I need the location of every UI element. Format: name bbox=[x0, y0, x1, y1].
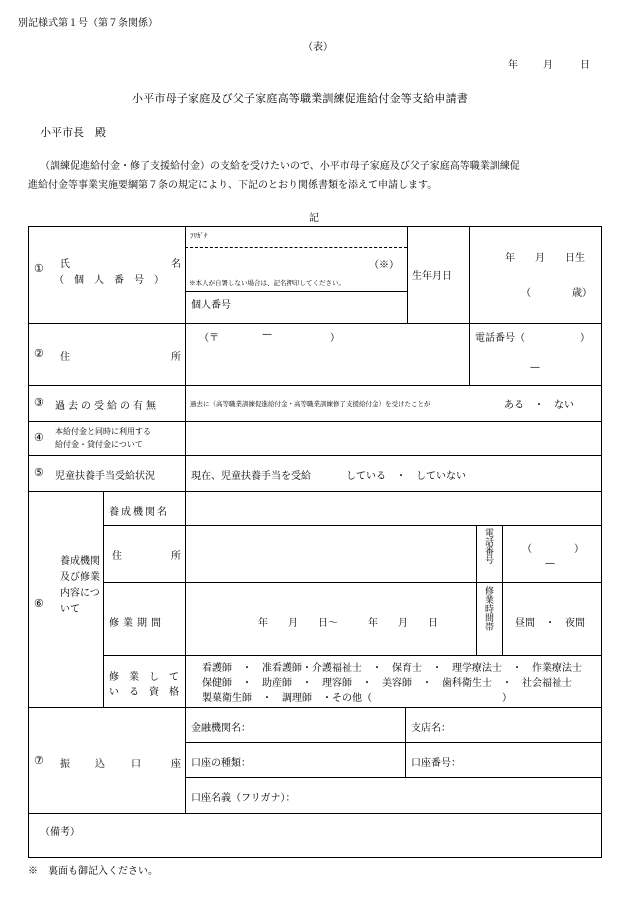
other-benefits-label-2: 給付金・貸付金について bbox=[55, 440, 143, 449]
institution-name-field[interactable] bbox=[190, 495, 595, 521]
name-label-first: 氏 bbox=[60, 259, 70, 270]
institution-phone-label: 電話番号 bbox=[483, 528, 493, 564]
intro-line-1: （訓練促進給付金・修了支援給付金）の支給を受けたいので、小平市母子家庭及び父子家庭高等職業訓練促 bbox=[40, 161, 520, 172]
transfer-account-label-2: 込 bbox=[95, 759, 105, 770]
other-benefits-field[interactable] bbox=[190, 425, 595, 451]
other-benefits-label-1: 本給付金と同時に利用する bbox=[55, 427, 151, 436]
qualification-line-2[interactable]: 保健師 ・ 助産師 ・ 理容師 ・ 美容師 ・ 歯科衛生士 ・ 社会福祉士 bbox=[202, 678, 572, 689]
footer-note: ※ 裏面も御記入ください。 bbox=[28, 866, 158, 877]
date-day: 日 bbox=[580, 60, 590, 71]
child-allowance-choice[interactable]: している ・ していない bbox=[346, 471, 466, 482]
row-number-1: ① bbox=[34, 262, 44, 275]
child-allowance-text: 現在、児童扶養手当を受給 bbox=[191, 471, 311, 482]
signature-note: ※本人が自署しない場合は、記名押印してください。 bbox=[189, 279, 345, 287]
remarks-field[interactable] bbox=[32, 818, 597, 853]
age-open: （ bbox=[521, 288, 531, 299]
institution-address-label-last: 所 bbox=[171, 551, 181, 562]
intro-line-2: 進給付金等事業実施要綱第７条の規定により、下記のとおり関係書類を添えて申請します。 bbox=[28, 180, 438, 191]
institution-phone-close: ） bbox=[574, 544, 584, 555]
date-year: 年 bbox=[508, 60, 518, 71]
name-field[interactable] bbox=[190, 249, 360, 275]
past-receipt-choice[interactable]: ある ・ ない bbox=[504, 400, 574, 411]
branch-name-label: 支店名： bbox=[411, 723, 451, 734]
row-number-4: ④ bbox=[34, 431, 44, 444]
birth-date-label: 生年月日 bbox=[412, 271, 452, 282]
institution-address-label-first: 住 bbox=[112, 551, 122, 562]
row-number-5: ⑤ bbox=[34, 466, 44, 479]
past-receipt-label: 過去の受給の有無 bbox=[55, 401, 159, 412]
personal-number-label: 個人番号 bbox=[191, 300, 231, 311]
transfer-account-label-4: 座 bbox=[171, 759, 181, 770]
ki-label: 記 bbox=[309, 213, 319, 224]
address-label-first: 住 bbox=[60, 352, 70, 363]
form-number: 別記様式第１号（第７条関係） bbox=[18, 18, 158, 29]
study-time-label: 修業時間帯 bbox=[483, 586, 493, 631]
account-holder-label: 口座名義（フリガナ）： bbox=[191, 793, 296, 804]
account-type-label: 口座の種類： bbox=[191, 758, 251, 769]
name-label-last: 名 bbox=[171, 259, 181, 270]
phone-close: ） bbox=[580, 333, 590, 344]
postal-dash: — bbox=[262, 329, 272, 340]
institution-phone-open: （ bbox=[522, 544, 532, 555]
study-period-label: 修業期間 bbox=[109, 618, 165, 629]
postal-open: （〒 bbox=[199, 333, 219, 344]
training-institution-label: 養成機関及び修業内容について bbox=[60, 556, 100, 615]
addressee: 小平市長 殿 bbox=[40, 126, 106, 139]
bank-name-label: 金融機関名： bbox=[191, 723, 251, 734]
furigana-label: ﾌﾘｶﾞﾅ bbox=[190, 232, 208, 240]
date-month: 月 bbox=[543, 60, 553, 71]
age-close: 歳） bbox=[572, 288, 592, 299]
study-period-value: 年 月 日～ 年 月 日 bbox=[258, 618, 438, 629]
signature-mark: （※） bbox=[369, 260, 399, 271]
my-number-label: （ 個 人 番 号 ） bbox=[54, 275, 164, 286]
row-number-3: ③ bbox=[34, 396, 44, 409]
row-number-7: ⑦ bbox=[34, 754, 44, 767]
phone-label: 電話番号（ bbox=[475, 333, 525, 344]
transfer-account-label-3: 口 bbox=[131, 759, 141, 770]
birth-date-value: 年 月 日生 bbox=[505, 253, 585, 264]
postal-close: ） bbox=[330, 333, 340, 344]
row-number-6: ⑥ bbox=[34, 597, 44, 610]
qualification-label-1: 修 業 し て bbox=[109, 672, 179, 683]
phone-dash: — bbox=[530, 362, 540, 373]
child-allowance-label: 児童扶養手当受給状況 bbox=[55, 471, 155, 482]
remarks-label: （備考） bbox=[40, 827, 80, 838]
address-label-last: 所 bbox=[171, 352, 181, 363]
past-receipt-text: 過去に（高等職業訓練促進給付金・高等職業訓練修了支援給付金）を受けたことが bbox=[190, 400, 431, 408]
transfer-account-label-1: 振 bbox=[60, 759, 70, 770]
qualification-line-1[interactable]: 看護師 ・ 准看護師・介護福祉士 ・ 保育士 ・ 理学療法士 ・ 作業療法士 bbox=[202, 663, 582, 674]
address-field[interactable] bbox=[190, 345, 465, 381]
institution-name-label: 養成機関名 bbox=[109, 507, 169, 518]
side-label: （表） bbox=[303, 42, 333, 53]
study-time-choice[interactable]: 昼間 ・ 夜間 bbox=[515, 618, 585, 629]
institution-phone-dash: — bbox=[545, 558, 555, 569]
qualification-label-2: い る 資 格 bbox=[109, 687, 179, 698]
row-number-2: ② bbox=[34, 347, 44, 360]
account-number-label: 口座番号： bbox=[411, 758, 461, 769]
form-title: 小平市母子家庭及び父子家庭高等職業訓練促進給付金等支給申請書 bbox=[132, 92, 468, 105]
qualification-line-3[interactable]: 製菓衛生師 ・ 調理師 ・その他（ ） bbox=[202, 693, 512, 704]
